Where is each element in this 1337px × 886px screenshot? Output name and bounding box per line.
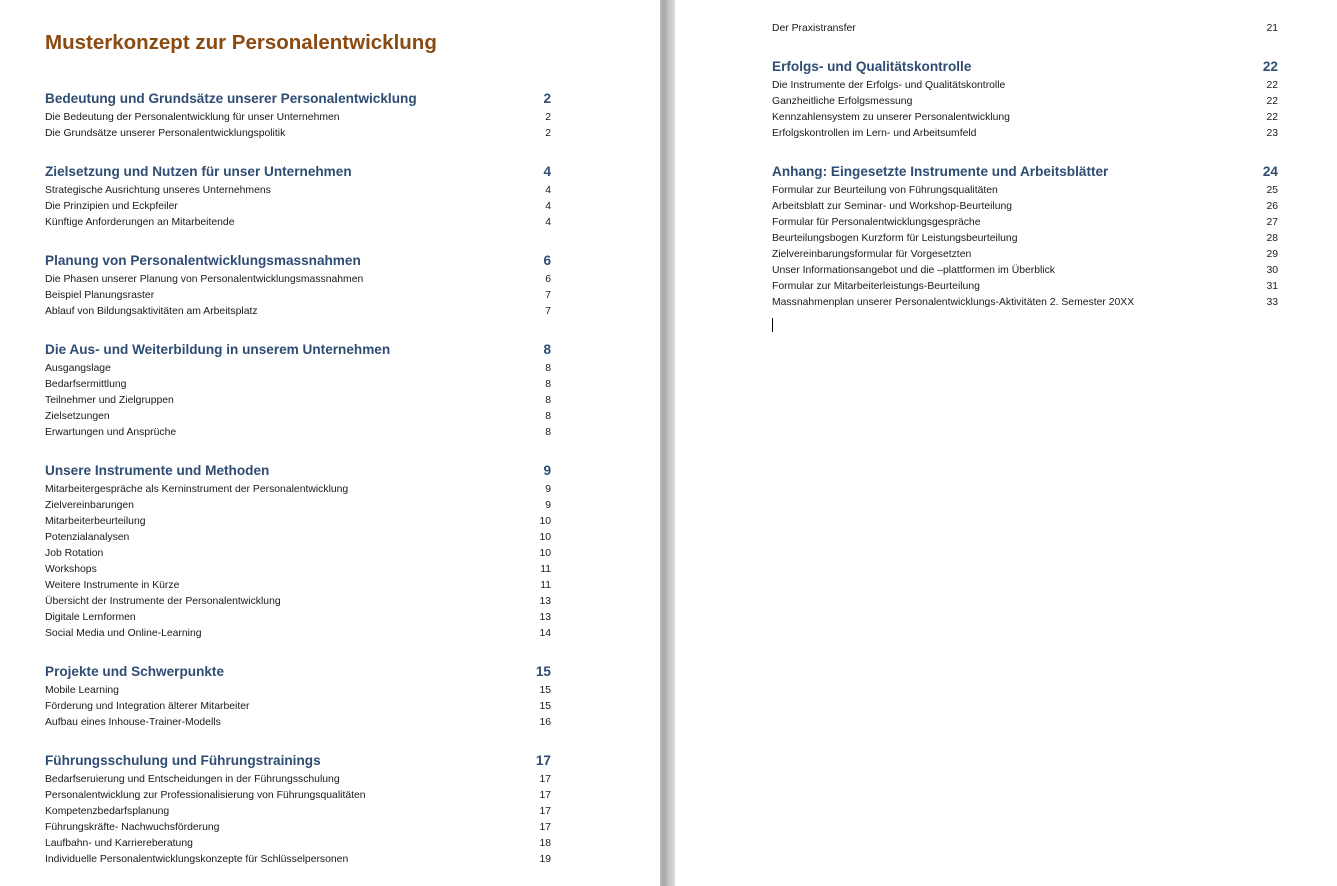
toc-entry-label: Personalentwicklung zur Professionalisierung von Führungsqualitäten xyxy=(45,790,366,801)
toc-entry-label: Laufbahn- und Karriereberatung xyxy=(45,838,193,849)
toc-entry[interactable] xyxy=(772,94,1278,110)
toc-entry-label: Beispiel Planungsraster xyxy=(45,290,155,301)
toc-entry-label: Beurteilungsbogen Kurzform für Leistungsbeurteilung xyxy=(772,233,1018,244)
toc-entry[interactable] xyxy=(45,626,551,642)
toc-heading-label: Unsere Instrumente und Methoden xyxy=(45,463,270,478)
toc-entry-label: Teilnehmer und Zielgruppen xyxy=(45,395,174,406)
page-gutter xyxy=(660,0,675,886)
toc-entry-label: Unser Informationsangebot und die –plattformen im Überblick xyxy=(772,265,1056,276)
toc-entry[interactable] xyxy=(45,610,551,626)
toc-entry[interactable] xyxy=(45,683,551,699)
toc-entry-page: 22 xyxy=(1266,112,1278,123)
toc-entry-label: Massnahmenplan unserer Personalentwicklungs-Aktivitäten 2. Semester 20XX xyxy=(772,297,1135,308)
toc-section xyxy=(772,162,1278,311)
toc-entry-label: Individuelle Personalentwicklungskonzepte für Schlüsselpersonen xyxy=(45,854,349,865)
toc-entry-label: Zielvereinbarungsformular für Vorgesetzten xyxy=(772,249,972,260)
toc-entry-label: Mitarbeitergespräche als Kerninstrument der Personalentwicklung xyxy=(45,484,349,495)
toc-entry-page: 22 xyxy=(1266,96,1278,107)
toc-heading-page: 15 xyxy=(535,664,551,679)
toc-entry[interactable] xyxy=(772,78,1278,94)
toc-entry-page: 17 xyxy=(539,822,551,833)
document-page-left[interactable] xyxy=(0,0,660,886)
toc-entry-label: Arbeitsblatt zur Seminar- und Workshop-Beurteilung xyxy=(772,201,1013,212)
toc-entry-page: 17 xyxy=(539,790,551,801)
toc-entry-page: 11 xyxy=(540,580,551,591)
toc-heading[interactable] xyxy=(45,461,551,481)
toc-entry-page: 2 xyxy=(545,128,551,139)
toc-heading[interactable] xyxy=(772,57,1278,77)
toc-entry[interactable] xyxy=(772,126,1278,142)
toc-entry-label: Kennzahlensystem zu unserer Personalentwicklung xyxy=(772,112,1010,123)
toc-entry-label: Strategische Ausrichtung unseres Unternehmens xyxy=(45,185,271,196)
toc-heading-label: Planung von Personalentwicklungsmassnahmen xyxy=(45,253,361,268)
toc-entry[interactable] xyxy=(45,514,551,530)
toc-entry-label: Führungskräfte- Nachwuchsförderung xyxy=(45,822,220,833)
toc-entry[interactable] xyxy=(45,409,551,425)
toc-heading[interactable] xyxy=(772,162,1278,182)
toc-entry-label: Digitale Lernformen xyxy=(45,612,136,623)
toc-entry[interactable] xyxy=(45,377,551,393)
toc-heading[interactable] xyxy=(45,89,551,109)
toc-entry-page: 10 xyxy=(539,532,551,543)
toc-entry-label: Die Grundsätze unserer Personalentwicklungspolitik xyxy=(45,128,286,139)
toc-entry-page: 11 xyxy=(540,564,551,575)
toc-entry-page: 8 xyxy=(545,411,551,422)
toc-entry-page: 17 xyxy=(539,774,551,785)
toc-heading-label: Anhang: Eingesetzte Instrumente und Arbeitsblätter xyxy=(772,164,1109,179)
toc-entry[interactable] xyxy=(45,530,551,546)
table-of-contents-left xyxy=(45,89,551,886)
toc-heading-page: 24 xyxy=(1262,164,1278,179)
toc-entry-page: 17 xyxy=(539,806,551,817)
table-of-contents-right xyxy=(772,21,1278,331)
toc-entry[interactable] xyxy=(45,183,551,199)
toc-heading-page: 8 xyxy=(543,342,551,357)
toc-entry[interactable] xyxy=(772,21,1278,37)
toc-entry[interactable] xyxy=(45,836,551,852)
toc-entry[interactable] xyxy=(45,562,551,578)
toc-entry[interactable] xyxy=(45,361,551,377)
toc-entry[interactable] xyxy=(772,215,1278,231)
toc-entry-page: 8 xyxy=(545,379,551,390)
toc-entry-page: 26 xyxy=(1266,201,1278,212)
toc-entry[interactable] xyxy=(45,126,551,142)
toc-heading-page: 2 xyxy=(543,91,551,106)
toc-heading-label: Bedeutung und Grundsätze unserer Personalentwicklung xyxy=(45,91,417,106)
toc-section xyxy=(45,89,551,142)
toc-entry-label: Potenzialanalysen xyxy=(45,532,130,543)
toc-entry-label: Aufbau eines Inhouse-Trainer-Modells xyxy=(45,717,221,728)
toc-entry-label: Mobile Learning xyxy=(45,685,119,696)
toc-entry-page: 15 xyxy=(539,685,551,696)
toc-entry-label: Die Bedeutung der Personalentwicklung für unser Unternehmen xyxy=(45,112,340,123)
toc-entry[interactable] xyxy=(772,199,1278,215)
toc-heading-label: Führungsschulung und Führungstrainings xyxy=(45,753,321,768)
toc-entry-page: 31 xyxy=(1266,281,1278,292)
toc-entry[interactable] xyxy=(772,279,1278,295)
toc-entry-page: 13 xyxy=(539,612,551,623)
toc-entry[interactable] xyxy=(45,804,551,820)
toc-heading[interactable] xyxy=(45,251,551,271)
toc-entry-page: 27 xyxy=(1266,217,1278,228)
toc-entry[interactable] xyxy=(772,231,1278,247)
toc-entry-page: 8 xyxy=(545,427,551,438)
toc-entry-page: 6 xyxy=(545,274,551,285)
toc-heading-label: Projekte und Schwerpunkte xyxy=(45,664,225,679)
toc-entry-page: 28 xyxy=(1266,233,1278,244)
toc-entry[interactable] xyxy=(45,820,551,836)
toc-entry-label: Bedarfsermittlung xyxy=(45,379,127,390)
toc-entry-page: 22 xyxy=(1266,80,1278,91)
toc-entry[interactable] xyxy=(45,482,551,498)
toc-entry-page: 18 xyxy=(539,838,551,849)
toc-entry-page: 10 xyxy=(539,516,551,527)
toc-entry-label: Ausgangslage xyxy=(45,363,111,374)
toc-section xyxy=(45,251,551,320)
toc-entry-label: Die Instrumente der Erfolgs- und Qualitätskontrolle xyxy=(772,80,1006,91)
toc-entry-label: Übersicht der Instrumente der Personalentwicklung xyxy=(45,596,281,607)
toc-entry-label: Bedarfseruierung und Entscheidungen in der Führungsschulung xyxy=(45,774,340,785)
toc-entry-page: 4 xyxy=(545,217,551,228)
toc-entry-page: 19 xyxy=(539,854,551,865)
toc-entry[interactable] xyxy=(45,425,551,441)
toc-entry-label: Formular zur Mitarbeiterleistungs-Beurteilung xyxy=(772,281,980,292)
toc-entry-label: Formular für Personalentwicklungsgespräche xyxy=(772,217,981,228)
toc-entry[interactable] xyxy=(45,393,551,409)
toc-entry-label: Zielsetzungen xyxy=(45,411,110,422)
toc-entry-label: Weitere Instrumente in Kürze xyxy=(45,580,180,591)
toc-section xyxy=(45,662,551,731)
toc-heading-page: 6 xyxy=(543,253,551,268)
toc-entry[interactable] xyxy=(45,578,551,594)
text-cursor xyxy=(772,318,773,332)
toc-heading-page: 9 xyxy=(543,463,551,478)
toc-heading[interactable] xyxy=(45,662,551,682)
toc-entry-page: 21 xyxy=(1266,23,1278,34)
toc-entry-page: 2 xyxy=(545,112,551,123)
toc-entry-label: Die Prinzipien und Eckpfeiler xyxy=(45,201,178,212)
toc-entry-label: Social Media und Online-Learning xyxy=(45,628,202,639)
toc-entry[interactable] xyxy=(45,215,551,231)
toc-section xyxy=(45,162,551,231)
toc-entry-page: 9 xyxy=(545,484,551,495)
toc-entry[interactable] xyxy=(45,110,551,126)
toc-entry[interactable] xyxy=(772,183,1278,199)
toc-entry-page: 30 xyxy=(1266,265,1278,276)
toc-entry-page: 9 xyxy=(545,500,551,511)
toc-entry[interactable] xyxy=(45,699,551,715)
toc-entry-page: 4 xyxy=(545,201,551,212)
toc-heading[interactable] xyxy=(45,340,551,360)
toc-section xyxy=(45,461,551,642)
toc-entry-label: Ganzheitliche Erfolgsmessung xyxy=(772,96,913,107)
toc-entry[interactable] xyxy=(45,788,551,804)
toc-heading-page: 17 xyxy=(535,753,551,768)
toc-heading[interactable] xyxy=(45,162,551,182)
toc-entry[interactable] xyxy=(45,199,551,215)
toc-entry[interactable] xyxy=(45,772,551,788)
toc-entry-label: Mitarbeiterbeurteilung xyxy=(45,516,146,527)
toc-entry-label: Erwartungen und Ansprüche xyxy=(45,427,177,438)
toc-entry-page: 14 xyxy=(539,628,551,639)
toc-entry-page: 8 xyxy=(545,363,551,374)
toc-entry[interactable] xyxy=(45,852,551,868)
toc-entry-page: 16 xyxy=(539,717,551,728)
toc-heading-label: Zielsetzung und Nutzen für unser Unternehmen xyxy=(45,164,352,179)
toc-entry-page: 8 xyxy=(545,395,551,406)
toc-entry-label: Formular zur Beurteilung von Führungsqualitäten xyxy=(772,185,998,196)
toc-entry-page: 29 xyxy=(1266,249,1278,260)
toc-entry-page: 4 xyxy=(545,185,551,196)
toc-entry-label: Förderung und Integration älterer Mitarbeiter xyxy=(45,701,250,712)
toc-entry-label: Ablauf von Bildungsaktivitäten am Arbeitsplatz xyxy=(45,306,258,317)
toc-entry-page: 13 xyxy=(539,596,551,607)
toc-entry[interactable] xyxy=(45,594,551,610)
toc-entry[interactable] xyxy=(45,288,551,304)
toc-entry-label: Künftige Anforderungen an Mitarbeitende xyxy=(45,217,235,228)
toc-section xyxy=(45,751,551,868)
toc-heading-page: 22 xyxy=(1262,59,1278,74)
toc-entry-page: 7 xyxy=(545,290,551,301)
toc-heading[interactable] xyxy=(45,751,551,771)
toc-entry-label: Der Praxistransfer xyxy=(772,23,856,34)
toc-entry[interactable] xyxy=(45,715,551,731)
toc-entry-page: 33 xyxy=(1266,297,1278,308)
document-page-right[interactable] xyxy=(675,0,1337,886)
toc-entry-page: 15 xyxy=(539,701,551,712)
toc-entry[interactable] xyxy=(772,263,1278,279)
toc-entry-label: Kompetenzbedarfsplanung xyxy=(45,806,170,817)
toc-heading-page: 4 xyxy=(543,164,551,179)
toc-entry[interactable] xyxy=(45,546,551,562)
toc-entry-label: Zielvereinbarungen xyxy=(45,500,134,511)
toc-entry[interactable] xyxy=(772,295,1278,311)
toc-entry-label: Job Rotation xyxy=(45,548,104,559)
toc-section xyxy=(45,340,551,441)
toc-heading-label: Erfolgs- und Qualitätskontrolle xyxy=(772,59,972,74)
toc-entry-page: 7 xyxy=(545,306,551,317)
toc-entry[interactable] xyxy=(772,110,1278,126)
toc-heading-label: Die Aus- und Weiterbildung in unserem Unternehmen xyxy=(45,342,391,357)
toc-entry-page: 10 xyxy=(539,548,551,559)
toc-entry-label: Workshops xyxy=(45,564,97,575)
toc-entry[interactable] xyxy=(45,498,551,514)
toc-section xyxy=(772,57,1278,142)
toc-entry-page: 25 xyxy=(1266,185,1278,196)
toc-entry[interactable] xyxy=(45,304,551,320)
document-title: Musterkonzept zur Personalentwicklung xyxy=(45,31,437,54)
toc-entry-label: Die Phasen unserer Planung von Personalentwicklungsmassnahmen xyxy=(45,274,364,285)
toc-entry-label: Erfolgskontrollen im Lern- und Arbeitsumfeld xyxy=(772,128,977,139)
toc-entry-page: 23 xyxy=(1266,128,1278,139)
toc-entry[interactable] xyxy=(45,272,551,288)
toc-entry[interactable] xyxy=(772,247,1278,263)
